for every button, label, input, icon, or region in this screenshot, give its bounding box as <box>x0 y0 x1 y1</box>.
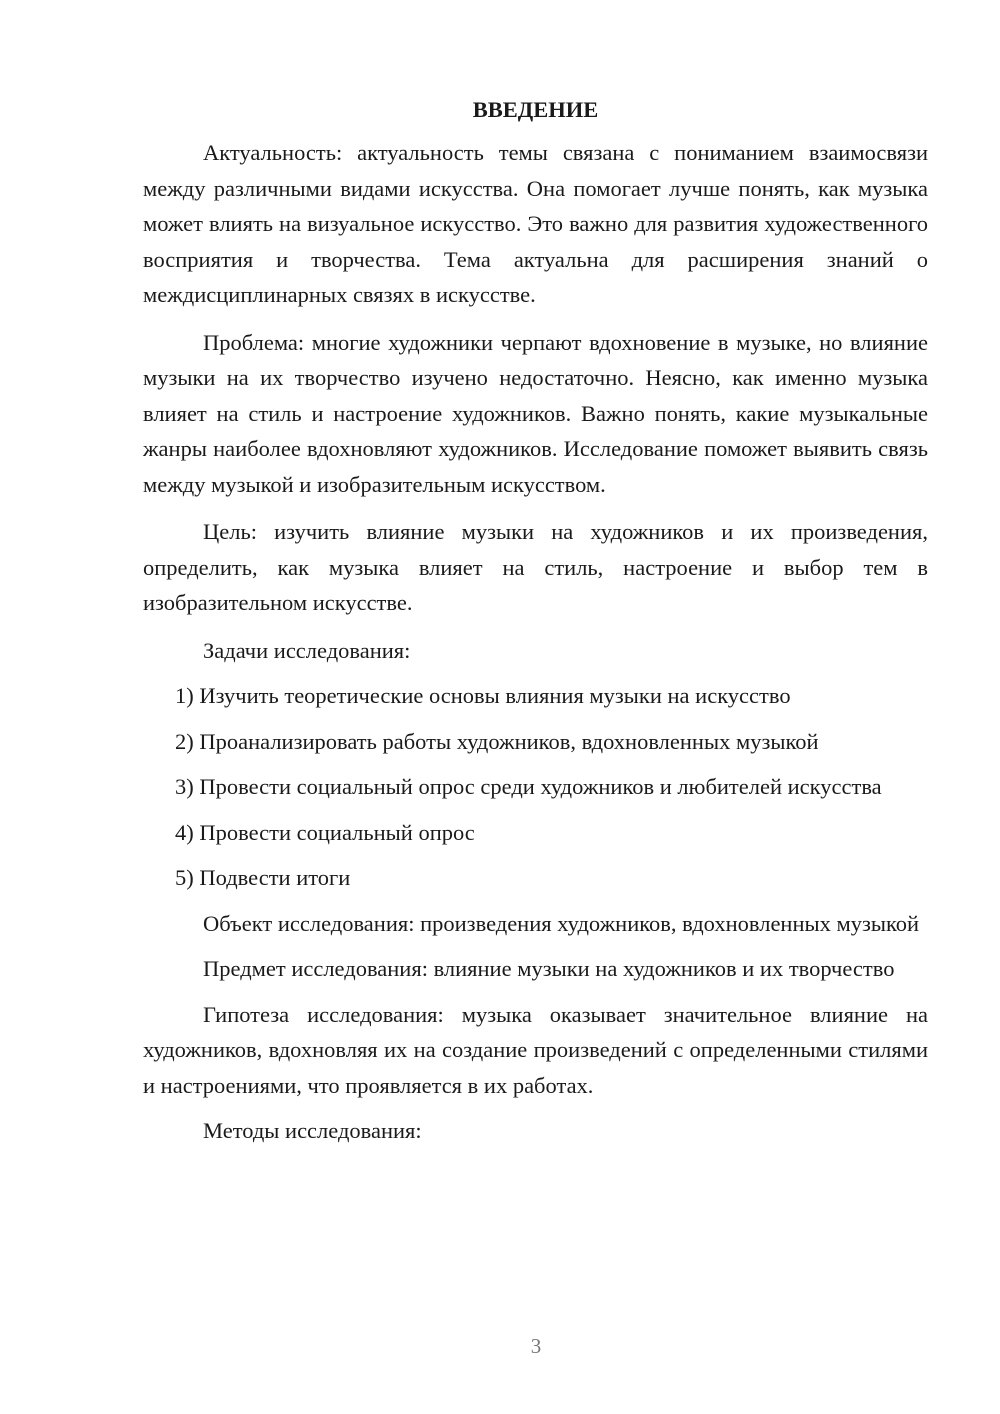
task-item: 4) Провести социальный опрос <box>175 819 475 845</box>
task-item: 2) Проанализировать работы художников, вдохновленных музыкой <box>175 728 819 754</box>
task-item: 3) Провести социальный опрос среди художников и любителей искусства <box>175 774 882 799</box>
page-title: ВВЕДЕНИЕ <box>472 97 599 122</box>
methods-heading: Методы исследования: <box>203 1118 422 1143</box>
object-paragraph: Объект исследования: произведения художников, вдохновленных музыкой <box>203 910 920 936</box>
tasks-heading: Задачи исследования: <box>203 637 411 663</box>
task-item: 5) Подвести итоги <box>175 865 351 890</box>
page-number: 3 <box>530 1334 542 1358</box>
subject-paragraph: Предмет исследования: влияние музыки на художников и их творчество <box>203 956 895 981</box>
task-item: 1) Изучить теоретические основы влияния музыки на искусство <box>175 683 791 708</box>
relevance-paragraph: Актуальность: актуальность темы связана с пониманием взаимосвязи между различными видами искусства. Она помогает лучше понять, как музыка может влиять на визуальное искусство. Это важно для развития художественного восприятия и творчества. Тема актуальна для расширения знаний о междисциплинарных связях в искусстве. <box>143 140 928 307</box>
goal-paragraph: Цель: изучить влияние музыки на художников и их произведения, определить, как музыка влияет на стиль, настроение и выбор тем в изобразительном искусстве. <box>143 519 928 615</box>
problem-paragraph: Проблема: многие художники черпают вдохновение в музыке, но влияние музыки на их творчество изучено недостаточно. Неясно, как именно музыка влияет на стиль и настроение художников. Важно понять, какие музыкальные жанры наиболее вдохновляют художников. Исследование поможет выявить связь между музыкой и изобразительным искусством. <box>143 329 928 497</box>
page-content <box>143 92 928 1149</box>
hypothesis-paragraph: Гипотеза исследования: музыка оказывает значительное влияние на художников, вдохновляя их на создание произведений с определенными стилями и настроениями, что проявляется в их работах. <box>143 1001 928 1098</box>
